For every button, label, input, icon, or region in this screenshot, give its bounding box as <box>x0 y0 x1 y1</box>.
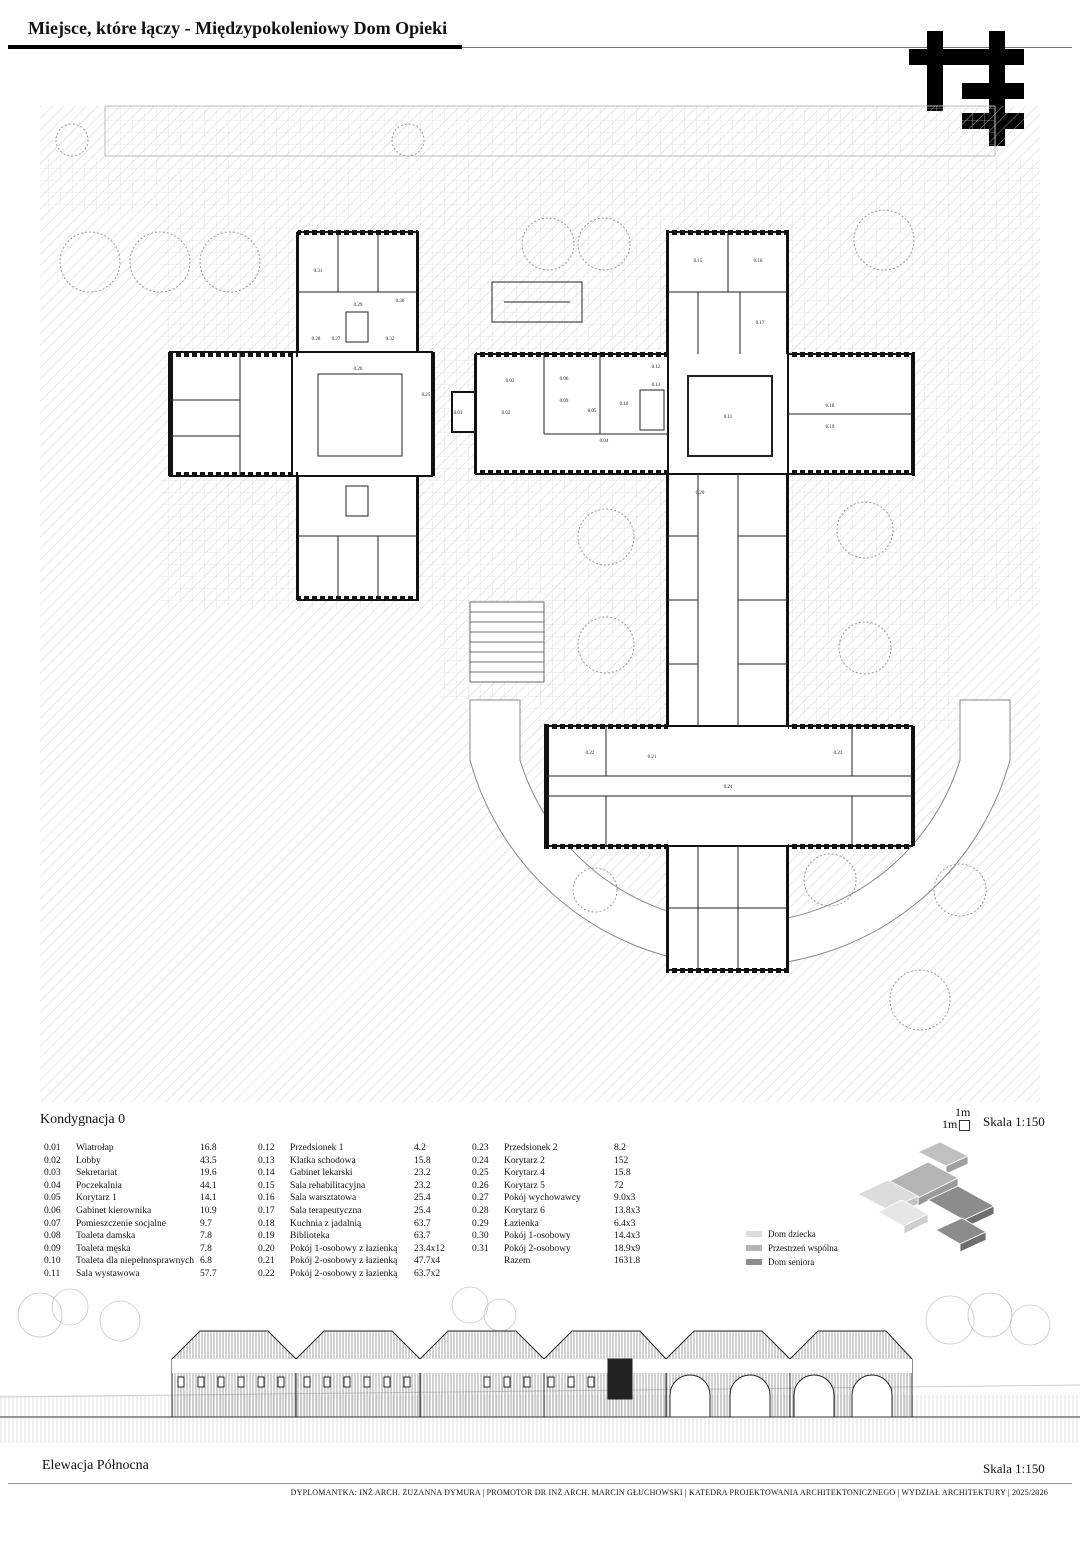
floor-plan <box>0 52 1080 1102</box>
room-number: 0.29 <box>472 1218 489 1229</box>
room-label: 0.16 <box>753 259 763 264</box>
room-area: 18.9x9 <box>614 1243 641 1254</box>
room-name: Kuchnia z jadalnią <box>290 1218 362 1229</box>
room-table <box>258 1143 470 1282</box>
room-row <box>472 1219 670 1232</box>
room-area: 9.0x3 <box>614 1193 636 1204</box>
room-number: 0.24 <box>472 1155 489 1166</box>
room-area: 19.6 <box>200 1168 217 1179</box>
zone-label: Przestrzeń wspólna <box>768 1243 838 1253</box>
room-area: 63.7 <box>414 1218 431 1229</box>
room-row <box>258 1231 470 1244</box>
room-row <box>472 1193 670 1206</box>
room-name: Wiatrołap <box>76 1143 114 1153</box>
room-label: 0.03 <box>505 379 515 384</box>
room-name: Toaleta dla niepełnosprawnych <box>76 1256 195 1267</box>
room-row <box>472 1256 670 1269</box>
room-area: 23.4x12 <box>414 1243 445 1254</box>
room-number: 0.16 <box>258 1193 275 1204</box>
room-area: 13.8x3 <box>614 1205 641 1216</box>
room-area: 8.2 <box>614 1143 626 1153</box>
room-number: 0.17 <box>258 1205 275 1216</box>
room-number: 0.28 <box>472 1205 489 1216</box>
room-name: Poczekalnia <box>76 1180 122 1191</box>
room-area: 43.5 <box>200 1155 217 1166</box>
room-label: 0.13 <box>651 383 661 388</box>
room-row <box>258 1269 470 1282</box>
room-name: Gabinet kierownika <box>76 1205 152 1216</box>
room-name: Sala warsztatowa <box>290 1193 357 1204</box>
room-label: 0.26 <box>353 367 363 372</box>
room-label: 0.32 <box>385 337 395 342</box>
room-number: 0.04 <box>44 1180 61 1191</box>
room-row <box>472 1231 670 1244</box>
room-label: 0.05 <box>587 409 597 414</box>
room-number: 0.21 <box>258 1256 275 1267</box>
zone-label: Dom dziecka <box>768 1229 816 1239</box>
scale-label: Skala 1:150 <box>983 1461 1045 1476</box>
room-area: 25.4 <box>414 1205 431 1216</box>
room-label: 0.27 <box>331 337 341 342</box>
room-name: Korytarz 6 <box>504 1205 545 1216</box>
room-area: 1631.8 <box>614 1256 641 1267</box>
room-number: 0.18 <box>258 1218 275 1229</box>
room-number: 0.30 <box>472 1231 489 1242</box>
room-name: Sekretariat <box>76 1168 118 1179</box>
room-row <box>258 1143 470 1156</box>
room-area: 10.9 <box>200 1205 217 1216</box>
room-name: Pokój 2-osobowy z łazienką <box>290 1256 398 1267</box>
room-area: 23.2 <box>414 1168 431 1179</box>
room-number: 0.08 <box>44 1231 61 1242</box>
room-label: 0.28 <box>311 337 321 342</box>
room-name: Korytarz 5 <box>504 1180 545 1191</box>
room-name: Lobby <box>76 1155 101 1166</box>
credits-footer: DYPLOMANTKA: INŻ ARCH. ZUZANNA DYMURA | PROMOTOR DR INŻ ARCH. MARCIN GŁUCHOWSKI | KATEDRA PROJEKTOWANIA ARCHITEKTONICZNEGO | WYDZIAŁ ARCHITEKTURY | 2025/2026 <box>290 1488 1048 1497</box>
room-label: 0.01 <box>453 411 463 416</box>
room-number: 0.15 <box>258 1180 275 1191</box>
room-number: 0.07 <box>44 1218 61 1229</box>
room-name: Razem <box>504 1256 531 1267</box>
room-name: Pokój 2-osobowy z łazienką <box>290 1268 398 1279</box>
room-number: 0.25 <box>472 1168 489 1179</box>
zone-swatch <box>746 1231 762 1237</box>
room-name: Sala rehabilitacyjna <box>290 1180 366 1191</box>
room-area: 44.1 <box>200 1180 217 1191</box>
room-row <box>258 1181 470 1194</box>
room-number: 0.31 <box>472 1243 489 1254</box>
room-row <box>44 1156 256 1169</box>
room-area: 4.2 <box>414 1143 426 1153</box>
room-label: 0.17 <box>755 321 765 326</box>
room-name: Toaleta damska <box>76 1231 136 1242</box>
room-row <box>258 1219 470 1232</box>
room-name: Korytarz 1 <box>76 1193 117 1204</box>
room-area: 9.7 <box>200 1218 212 1229</box>
room-row <box>472 1206 670 1219</box>
room-row <box>44 1269 256 1282</box>
room-area: 63.7x2 <box>414 1268 441 1279</box>
zone-label: Dom seniora <box>768 1257 815 1267</box>
scale-bar <box>942 1106 970 1131</box>
background-trees <box>18 1287 1050 1345</box>
room-name: Toaleta męska <box>76 1243 131 1254</box>
room-row <box>44 1206 256 1219</box>
room-row <box>472 1244 670 1257</box>
stairs <box>470 602 544 682</box>
room-name: Pokój 2-osobowy <box>504 1243 571 1254</box>
room-number: 0.14 <box>258 1168 275 1179</box>
room-number: 0.13 <box>258 1155 275 1166</box>
room-number: 0.01 <box>44 1143 61 1153</box>
room-label: 0.23 <box>833 751 843 756</box>
room-label: 0.18 <box>825 404 835 409</box>
zone-legend <box>746 1227 838 1269</box>
room-name: Gabinet lekarski <box>290 1168 353 1179</box>
footer-rule <box>8 1483 1072 1484</box>
room-row <box>258 1244 470 1257</box>
room-row <box>258 1256 470 1269</box>
room-number: 0.20 <box>258 1243 275 1254</box>
room-number: 0.09 <box>44 1243 61 1254</box>
room-name: Pomieszczenie socjalne <box>76 1218 166 1229</box>
room-label: 0.30 <box>395 299 405 304</box>
room-table <box>472 1143 670 1269</box>
room-label: 0.04 <box>599 439 609 444</box>
room-area: 152 <box>614 1155 629 1166</box>
room-name: Pokój 1-osobowy <box>504 1231 571 1242</box>
room-row <box>472 1168 670 1181</box>
room-row <box>472 1143 670 1156</box>
room-number: 0.26 <box>472 1180 489 1191</box>
room-label: 0.19 <box>825 425 835 430</box>
room-area: 47.7x4 <box>414 1256 441 1267</box>
room-row <box>258 1156 470 1169</box>
room-row <box>44 1256 256 1269</box>
room-label: 0.24 <box>723 785 733 790</box>
room-area: 6.4x3 <box>614 1218 636 1229</box>
room-area: 63.7 <box>414 1231 431 1242</box>
room-row <box>258 1206 470 1219</box>
room-label: 0.10 <box>619 402 629 407</box>
room-row <box>258 1168 470 1181</box>
room-number <box>472 1256 504 1269</box>
page-title: Miejsce, które łączy - Międzypokoleniowy Dom Opieki <box>28 18 448 38</box>
room-label: 0.31 <box>313 269 323 274</box>
room-number: 0.23 <box>472 1143 489 1153</box>
room-name: Łazienka <box>504 1218 539 1229</box>
room-row <box>44 1181 256 1194</box>
room-name: Biblioteka <box>290 1231 330 1242</box>
zone-item <box>746 1241 838 1255</box>
room-row <box>44 1219 256 1232</box>
floor-label: Kondygnacja 0 <box>40 1112 126 1127</box>
room-table <box>44 1143 256 1282</box>
room-area: 7.8 <box>200 1231 212 1242</box>
room-row <box>472 1156 670 1169</box>
zone-item <box>746 1255 838 1269</box>
room-area: 6.8 <box>200 1256 212 1267</box>
zone-item <box>746 1227 838 1241</box>
room-name: Sala wystawowa <box>76 1268 140 1279</box>
massing-diagram <box>858 1142 998 1272</box>
room-label: 0.09 <box>559 399 569 404</box>
scale-bar-bottom: 1m <box>942 1117 958 1131</box>
room-area: 7.8 <box>200 1243 212 1254</box>
room-area: 72 <box>614 1180 624 1191</box>
room-number: 0.06 <box>44 1205 61 1216</box>
room-label: 0.22 <box>585 751 595 756</box>
scale-label: Skala 1:150 <box>983 1114 1045 1129</box>
room-label: 0.06 <box>559 377 569 382</box>
room-row <box>472 1181 670 1194</box>
room-label: 0.11 <box>723 415 733 420</box>
scale-bar-top: 1m <box>955 1105 971 1119</box>
room-name: Klatka schodowa <box>290 1155 356 1166</box>
room-label: 0.15 <box>693 259 703 264</box>
zone-swatch <box>746 1259 762 1265</box>
room-number: 0.03 <box>44 1168 61 1179</box>
north-elevation <box>0 1285 1080 1455</box>
room-area: 16.8 <box>200 1143 217 1153</box>
room-label: 0.21 <box>647 755 657 760</box>
room-row <box>44 1244 256 1257</box>
room-number: 0.19 <box>258 1231 275 1242</box>
room-area: 25.4 <box>414 1193 431 1204</box>
room-area: 15.8 <box>614 1168 631 1179</box>
room-name: Sala terapeutyczna <box>290 1205 362 1216</box>
room-number: 0.11 <box>44 1268 61 1279</box>
room-row <box>44 1231 256 1244</box>
room-label: 0.02 <box>501 411 511 416</box>
room-number: 0.02 <box>44 1155 61 1166</box>
room-name: Korytarz 4 <box>504 1168 545 1179</box>
room-row <box>258 1193 470 1206</box>
room-row <box>44 1168 256 1181</box>
zone-swatch <box>746 1245 762 1251</box>
room-area: 23.2 <box>414 1180 431 1191</box>
elevation-label: Elewacja Północna <box>42 1458 149 1473</box>
room-number: 0.10 <box>44 1256 61 1267</box>
room-area: 15.8 <box>414 1155 431 1166</box>
room-number: 0.12 <box>258 1143 275 1153</box>
room-label: 0.25 <box>421 393 431 398</box>
room-label: 0.20 <box>695 491 705 496</box>
room-area: 14.1 <box>200 1193 217 1204</box>
room-number: 0.22 <box>258 1268 275 1279</box>
room-name: Pokój wychowawcy <box>504 1193 581 1204</box>
room-row <box>44 1193 256 1206</box>
room-number: 0.27 <box>472 1193 489 1204</box>
room-area: 57.7 <box>200 1268 217 1279</box>
building-elevation <box>172 1331 912 1417</box>
room-number: 0.05 <box>44 1193 61 1204</box>
room-area: 14.4x3 <box>614 1231 641 1242</box>
room-name: Przedsionek 2 <box>504 1143 558 1153</box>
room-row <box>44 1143 256 1156</box>
room-name: Korytarz 2 <box>504 1155 545 1166</box>
room-name: Przedsionek 1 <box>290 1143 344 1153</box>
room-label: 0.12 <box>651 365 661 370</box>
room-name: Pokój 1-osobowy z łazienką <box>290 1243 398 1254</box>
room-label: 0.29 <box>353 303 363 308</box>
scale-box-icon <box>959 1120 970 1131</box>
